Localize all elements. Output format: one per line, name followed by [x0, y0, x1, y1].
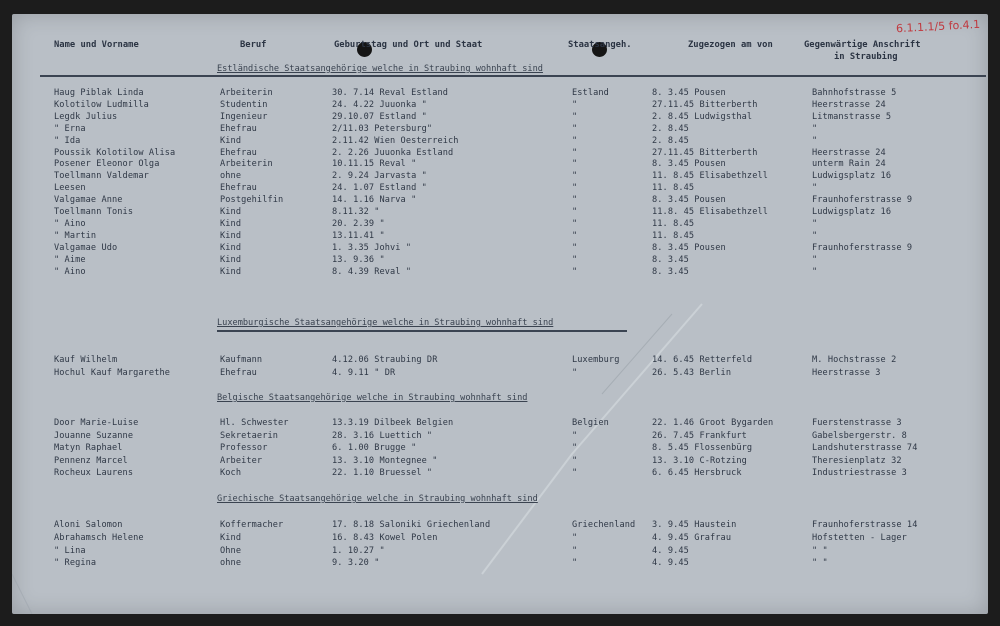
- cell-arrived: 11.8. 45 Elisabethzell: [652, 207, 769, 217]
- header-arrived: Zugezogen am von: [688, 40, 773, 50]
- cell-address: Heerstrasse 24: [812, 148, 886, 158]
- cell-arrived: 4. 9.45 Grafrau: [652, 533, 732, 543]
- cell-occupation: Koch: [220, 468, 242, 478]
- cell-citizenship: ": [572, 195, 578, 205]
- cell-occupation: ohne: [220, 171, 242, 181]
- cell-address: Fraunhoferstrasse 14: [812, 520, 918, 530]
- cell-arrived: 11. 8.45: [652, 231, 695, 241]
- cell-occupation: Postgehilfin: [220, 195, 284, 205]
- cell-citizenship: Luxemburg: [572, 355, 620, 365]
- cell-address: Gabelsbergerstr. 8: [812, 431, 907, 441]
- cell-occupation: Ohne: [220, 546, 242, 556]
- cell-name: Toellmann Valdemar: [54, 171, 149, 181]
- cell-birth: 2/11.03 Petersburg": [332, 124, 433, 134]
- cell-address: ": [812, 124, 818, 134]
- header-birth: Geburtstag und Ort und Staat: [334, 40, 483, 50]
- cell-occupation: Kind: [220, 255, 242, 265]
- cell-citizenship: ": [572, 183, 578, 193]
- archive-reference: 6.1.1.1/5 fo.4.1: [895, 17, 981, 36]
- cell-citizenship: ": [572, 136, 578, 146]
- cell-address: Hofstetten - Lager: [812, 533, 907, 543]
- cell-arrived: 4. 9.45: [652, 558, 689, 568]
- cell-citizenship: Belgien: [572, 418, 609, 428]
- cell-address: ": [812, 267, 818, 277]
- cell-citizenship: ": [572, 533, 578, 543]
- cell-birth: 13. 9.36 ": [332, 255, 385, 265]
- cell-occupation: ohne: [220, 558, 242, 568]
- cell-citizenship: ": [572, 148, 578, 158]
- cell-birth: 9. 3.20 ": [332, 558, 380, 568]
- cell-name: " Ida: [54, 136, 81, 146]
- cell-occupation: Kind: [220, 231, 242, 241]
- cell-citizenship: Griechenland: [572, 520, 636, 530]
- cell-birth: 28. 3.16 Luettich ": [332, 431, 433, 441]
- cell-citizenship: ": [572, 468, 578, 478]
- cell-name: Poussik Kolotilow Alisa: [54, 148, 176, 158]
- cell-address: ": [812, 219, 818, 229]
- cell-name: " Martin: [54, 231, 97, 241]
- cell-address: Bahnhofstrasse 5: [812, 88, 897, 98]
- cell-arrived: 8. 3.45 Pousen: [652, 88, 726, 98]
- cell-address: Industriestrasse 3: [812, 468, 907, 478]
- cell-occupation: Ehefrau: [220, 148, 257, 158]
- cell-citizenship: ": [572, 558, 578, 568]
- cell-occupation: Arbeiter: [220, 456, 263, 466]
- cell-birth: 13. 3.10 Montegnee ": [332, 456, 438, 466]
- cell-birth: 6. 1.00 Brugge ": [332, 443, 417, 453]
- cell-name: Door Marie-Luise: [54, 418, 139, 428]
- cell-name: Kolotilow Ludmilla: [54, 100, 149, 110]
- cell-occupation: Kind: [220, 136, 242, 146]
- header-address: Gegenwärtige Anschrift: [804, 40, 921, 50]
- cell-arrived: 26. 7.45 Frankfurt: [652, 431, 747, 441]
- cell-arrived: 8. 3.45: [652, 255, 689, 265]
- cell-citizenship: ": [572, 171, 578, 181]
- cell-name: Rocheux Laurens: [54, 468, 134, 478]
- cell-occupation: Kind: [220, 219, 242, 229]
- cell-address: Fuerstenstrasse 3: [812, 418, 902, 428]
- header-name: Name und Vorname: [54, 40, 139, 50]
- cell-arrived: 6. 6.45 Hersbruck: [652, 468, 742, 478]
- cell-birth: 2. 2.26 Juuonka Estland: [332, 148, 454, 158]
- cell-arrived: 8. 5.45 Flossenbürg: [652, 443, 753, 453]
- cell-address: M. Hochstrasse 2: [812, 355, 897, 365]
- cell-name: Toellmann Tonis: [54, 207, 134, 217]
- cell-arrived: 27.11.45 Bitterberth: [652, 100, 758, 110]
- cell-citizenship: ": [572, 124, 578, 134]
- cell-citizenship: ": [572, 267, 578, 277]
- cell-citizenship: ": [572, 368, 578, 378]
- cell-birth: 10.11.15 Reval ": [332, 159, 417, 169]
- section-rule: [40, 75, 986, 77]
- cell-occupation: Sekretaerin: [220, 431, 279, 441]
- cell-birth: 24. 1.07 Estland ": [332, 183, 427, 193]
- cell-arrived: 8. 3.45 Pousen: [652, 243, 726, 253]
- cell-address: unterm Rain 24: [812, 159, 886, 169]
- cell-arrived: 2. 8.45 Ludwigsthal: [652, 112, 753, 122]
- cell-citizenship: ": [572, 112, 578, 122]
- cell-address: ": [812, 136, 818, 146]
- cell-address: ": [812, 231, 818, 241]
- cell-name: Aloni Salomon: [54, 520, 123, 530]
- cell-name: Jouanne Suzanne: [54, 431, 134, 441]
- cell-birth: 22. 1.10 Bruessel ": [332, 468, 433, 478]
- cell-birth: 29.10.07 Estland ": [332, 112, 427, 122]
- document-page: [12, 14, 988, 614]
- cell-name: " Erna: [54, 124, 86, 134]
- cell-arrived: 8. 3.45 Pousen: [652, 195, 726, 205]
- cell-arrived: 8. 3.45 Pousen: [652, 159, 726, 169]
- cell-address: ": [812, 255, 818, 265]
- cell-occupation: Arbeiterin: [220, 159, 273, 169]
- cell-address: Fraunhoferstrasse 9: [812, 195, 913, 205]
- cell-occupation: Professor: [220, 443, 268, 453]
- cell-occupation: Koffermacher: [220, 520, 284, 530]
- cell-arrived: 11. 8.45 Elisabethzell: [652, 171, 769, 181]
- cell-name: Haug Piblak Linda: [54, 88, 144, 98]
- cell-name: Legdk Julius: [54, 112, 118, 122]
- cell-birth: 14. 1.16 Narva ": [332, 195, 417, 205]
- cell-name: Kauf Wilhelm: [54, 355, 118, 365]
- cell-citizenship: ": [572, 159, 578, 169]
- cell-arrived: 11. 8.45: [652, 183, 695, 193]
- header-occupation: Beruf: [240, 40, 267, 50]
- cell-occupation: Ehefrau: [220, 124, 257, 134]
- header-address-line2: in Straubing: [834, 52, 898, 62]
- cell-address: Ludwigsplatz 16: [812, 171, 892, 181]
- cell-citizenship: ": [572, 431, 578, 441]
- cell-birth: 8.11.32 ": [332, 207, 380, 217]
- cell-birth: 2.11.42 Wien Oesterreich: [332, 136, 459, 146]
- cell-name: " Regina: [54, 558, 97, 568]
- cell-arrived: 2. 8.45: [652, 124, 689, 134]
- cell-arrived: 8. 3.45: [652, 267, 689, 277]
- cell-citizenship: ": [572, 100, 578, 110]
- cell-birth: 17. 8.18 Saloniki Griechenland: [332, 520, 491, 530]
- cell-occupation: Arbeiterin: [220, 88, 273, 98]
- cell-occupation: Kind: [220, 267, 242, 277]
- cell-address: ": [812, 183, 818, 193]
- cell-citizenship: Estland: [572, 88, 609, 98]
- section-rule: [217, 330, 627, 332]
- cell-citizenship: ": [572, 443, 578, 453]
- cell-citizenship: ": [572, 219, 578, 229]
- cell-address: Heerstrasse 3: [812, 368, 881, 378]
- cell-arrived: 4. 9.45: [652, 546, 689, 556]
- cell-address: Litmanstrasse 5: [812, 112, 892, 122]
- cell-birth: 16. 8.43 Kowel Polen: [332, 533, 438, 543]
- cell-citizenship: ": [572, 207, 578, 217]
- section-title: Estländische Staatsangehörige welche in Straubing wohnhaft sind: [217, 64, 543, 74]
- cell-arrived: 11. 8.45: [652, 219, 695, 229]
- cell-occupation: Kind: [220, 207, 242, 217]
- cell-birth: 2. 9.24 Jarvasta ": [332, 171, 427, 181]
- section-title: Luxemburgische Staatsangehörige welche in Straubing wohnhaft sind: [217, 318, 554, 328]
- cell-arrived: 13. 3.10 C-Rotzing: [652, 456, 747, 466]
- cell-birth: 8. 4.39 Reval ": [332, 267, 412, 277]
- cell-address: Heerstrasse 24: [812, 100, 886, 110]
- cell-name: " Aino: [54, 219, 86, 229]
- cell-citizenship: ": [572, 231, 578, 241]
- cell-occupation: Studentin: [220, 100, 268, 110]
- cell-citizenship: ": [572, 255, 578, 265]
- cell-address: " ": [812, 546, 828, 556]
- cell-occupation: Ingenieur: [220, 112, 268, 122]
- cell-birth: 13.11.41 ": [332, 231, 385, 241]
- cell-name: Pennenz Marcel: [54, 456, 128, 466]
- cell-arrived: 22. 1.46 Groot Bygarden: [652, 418, 774, 428]
- cell-occupation: Kind: [220, 243, 242, 253]
- header-citizenship: Staatsangeh.: [568, 40, 632, 50]
- cell-occupation: Kaufmann: [220, 355, 263, 365]
- cell-name: Hochul Kauf Margarethe: [54, 368, 171, 378]
- cell-address: Ludwigsplatz 16: [812, 207, 892, 217]
- cell-name: " Aime: [54, 255, 86, 265]
- cell-birth: 1. 3.35 Johvi ": [332, 243, 412, 253]
- cell-name: " Lina: [54, 546, 86, 556]
- cell-arrived: 3. 9.45 Haustein: [652, 520, 737, 530]
- cell-arrived: 2. 8.45: [652, 136, 689, 146]
- cell-occupation: Kind: [220, 533, 242, 543]
- cell-address: Landshuterstrasse 74: [812, 443, 918, 453]
- cell-citizenship: ": [572, 243, 578, 253]
- cell-birth: 4. 9.11 " DR: [332, 368, 396, 378]
- section-title: Belgische Staatsangehörige welche in Straubing wohnhaft sind: [217, 393, 528, 403]
- cell-birth: 24. 4.22 Juuonka ": [332, 100, 427, 110]
- cell-address: Theresienplatz 32: [812, 456, 902, 466]
- cell-birth: 1. 10.27 ": [332, 546, 385, 556]
- cell-name: Matyn Raphael: [54, 443, 123, 453]
- cell-citizenship: ": [572, 546, 578, 556]
- cell-address: " ": [812, 558, 828, 568]
- cell-arrived: 14. 6.45 Retterfeld: [652, 355, 753, 365]
- cell-name: Valgamae Anne: [54, 195, 123, 205]
- cell-name: Abrahamsch Helene: [54, 533, 144, 543]
- cell-birth: 4.12.06 Straubing DR: [332, 355, 438, 365]
- cell-citizenship: ": [572, 456, 578, 466]
- cell-birth: 13.3.19 Dilbeek Belgien: [332, 418, 454, 428]
- cell-name: " Aino: [54, 267, 86, 277]
- cell-occupation: Ehefrau: [220, 368, 257, 378]
- cell-name: Posener Eleonor Olga: [54, 159, 160, 169]
- cell-arrived: 27.11.45 Bitterberth: [652, 148, 758, 158]
- cell-birth: 30. 7.14 Reval Estland: [332, 88, 449, 98]
- cell-arrived: 26. 5.43 Berlin: [652, 368, 732, 378]
- section-title: Griechische Staatsangehörige welche in Straubing wohnhaft sind: [217, 494, 538, 504]
- cell-occupation: Ehefrau: [220, 183, 257, 193]
- cell-name: Valgamae Udo: [54, 243, 118, 253]
- cell-occupation: Hl. Schwester: [220, 418, 289, 428]
- cell-address: Fraunhoferstrasse 9: [812, 243, 913, 253]
- cell-name: Leesen: [54, 183, 86, 193]
- cell-birth: 20. 2.39 ": [332, 219, 385, 229]
